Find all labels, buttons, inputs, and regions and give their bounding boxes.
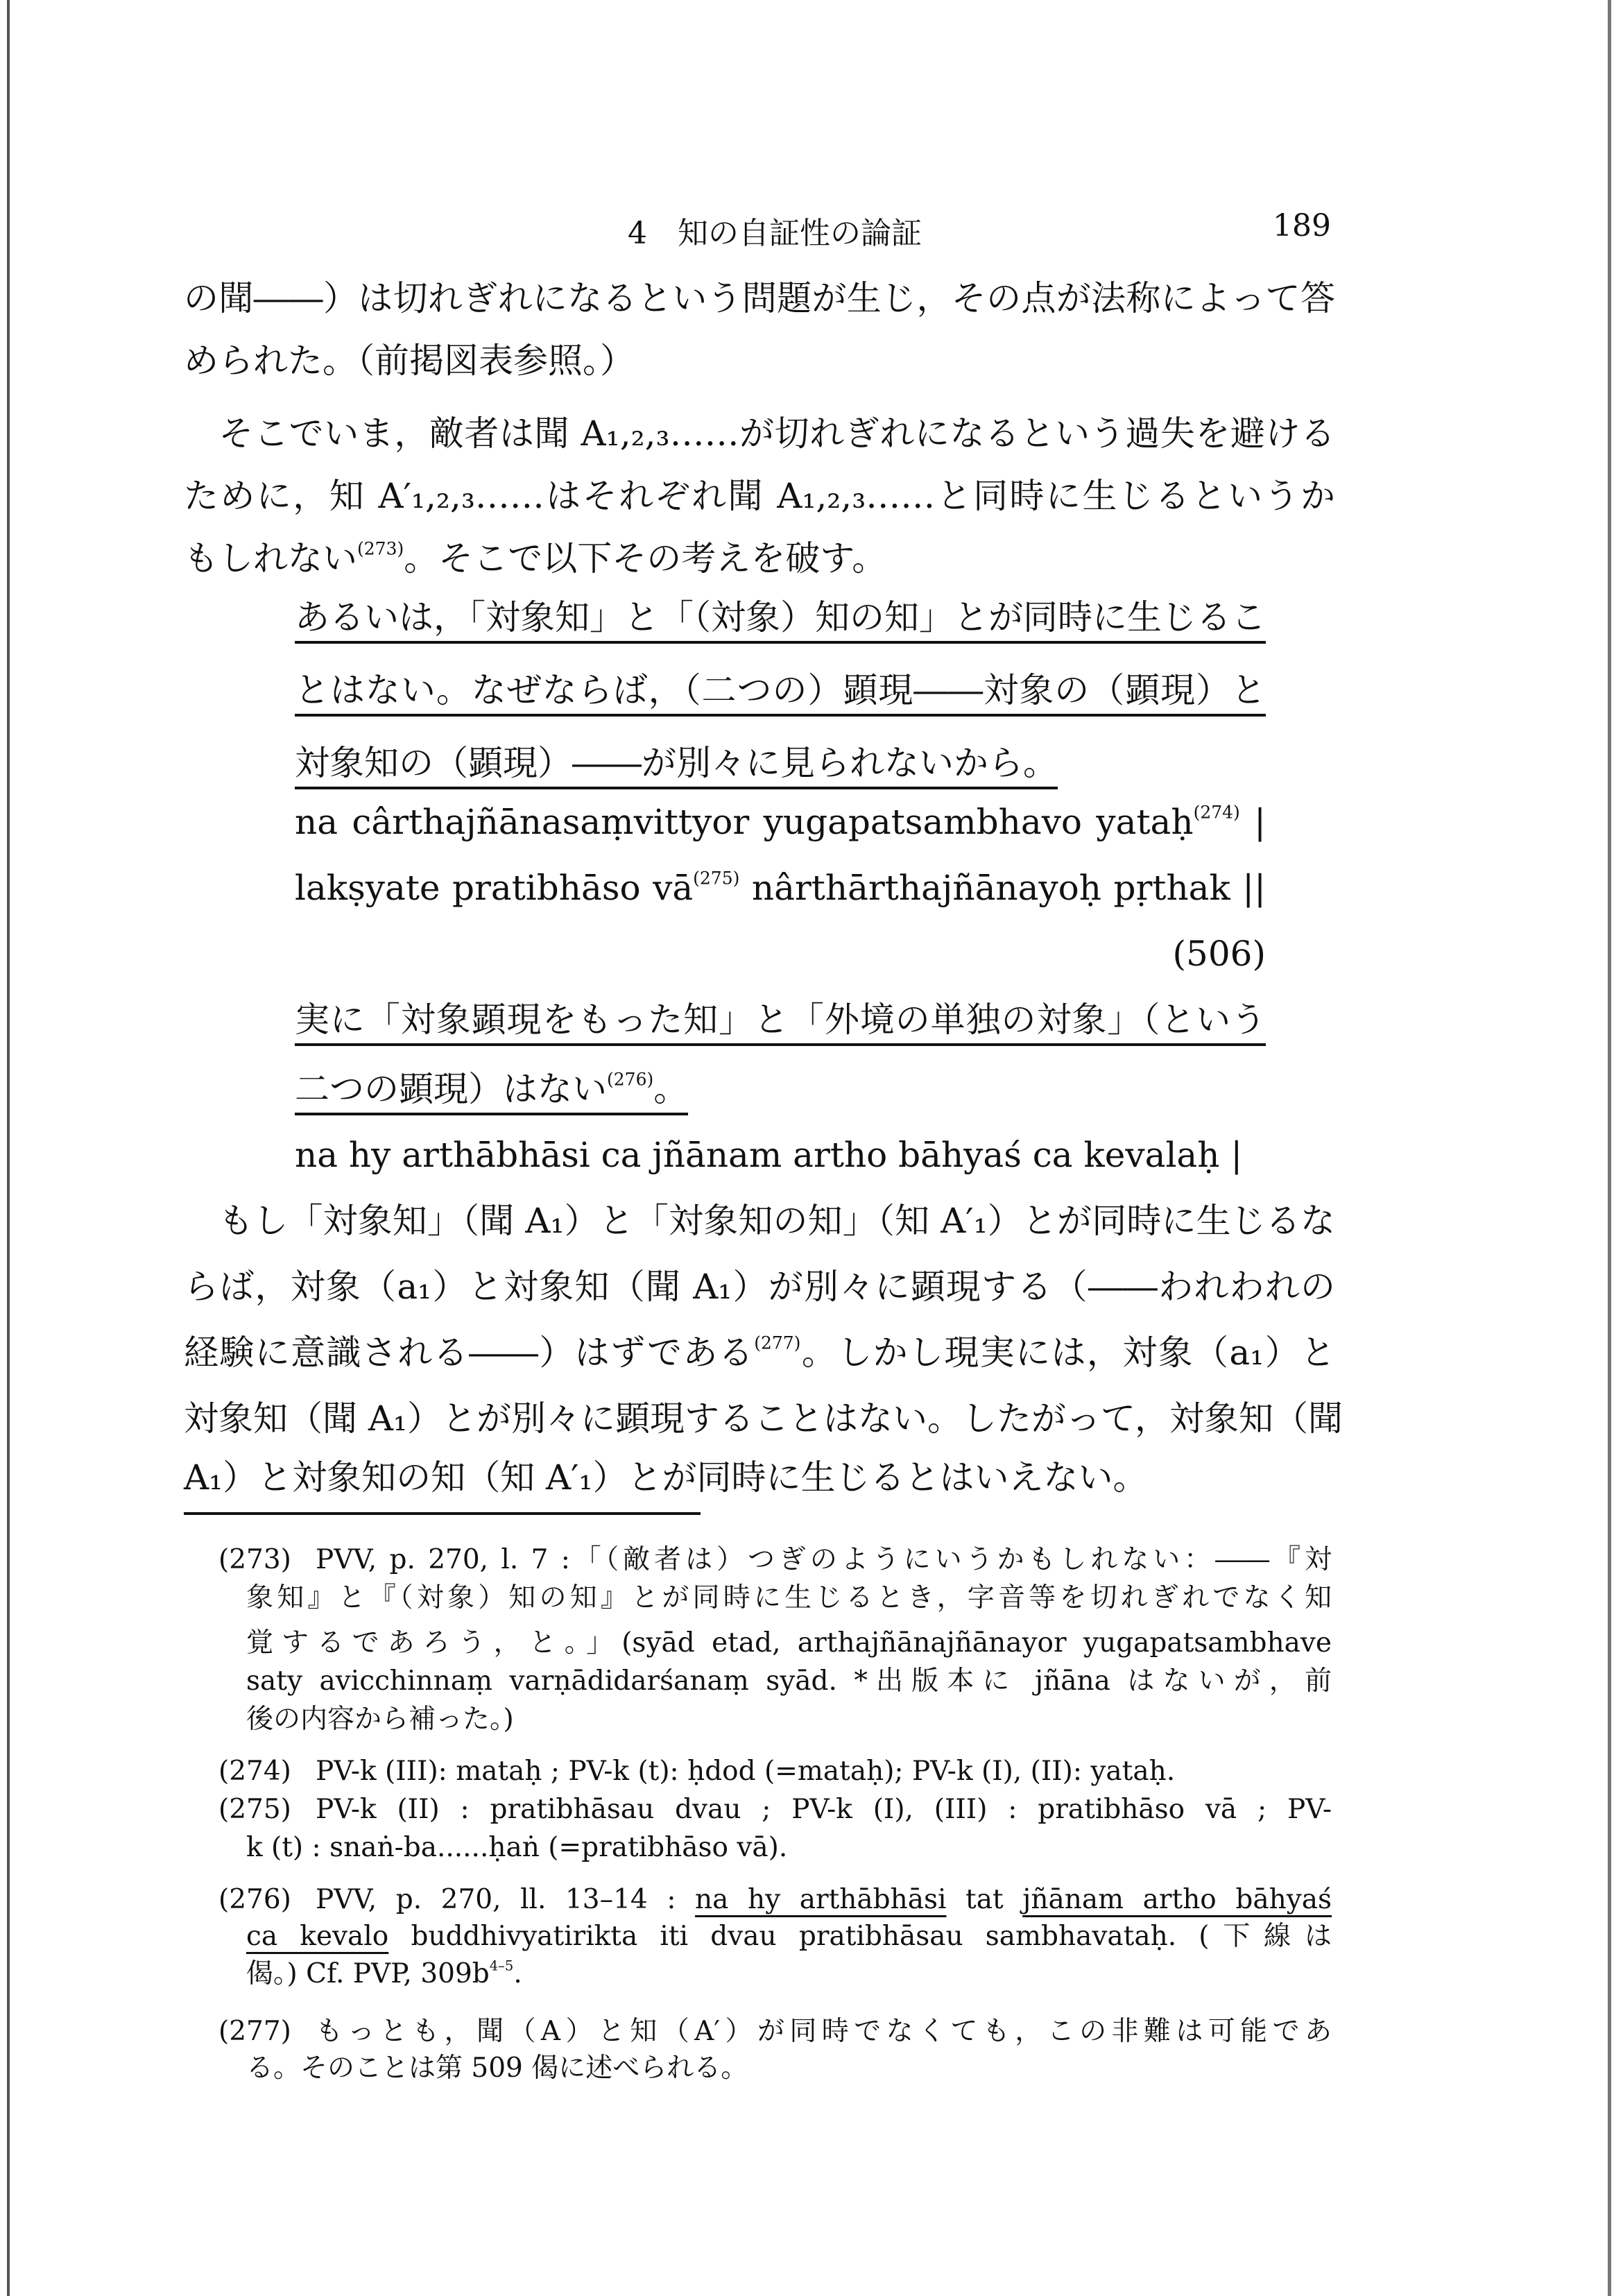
body-line: A₁）と対象知の知（知 A′₁）とが同時に生じるとはいえない。 [184, 1457, 1148, 1498]
footnote-number: (277) [218, 2016, 291, 2047]
footnote-line: saty avicchinnaṃ varṇādidarśanaṃ syād. *出版本に jñāna はないが，前 [246, 1665, 1332, 1697]
body-line: そこでいま，敵者は聞 A₁,₂,₃……が切れぎれになるという過失を避ける [184, 413, 1335, 454]
page-number: 189 [1273, 208, 1331, 243]
footnote-line: PVV, p. 270, ll. 13–14 : na hy arthābhāsi tat jñānam artho bāhyaś [316, 1884, 1332, 1915]
footnote-line: ca kevalo buddhivyatirikta iti dvau pratibhāsau sambhavataḥ. (下線は [246, 1921, 1332, 1952]
underlined-translation-line: とはない。なぜならば，（二つの）顕現――対象の（顕現）と [295, 669, 1266, 717]
underlined-translation-line: あるいは，「対象知」と「（対象）知の知」とが同時に生じるこ [295, 597, 1266, 644]
page-edge-right [1608, 0, 1611, 2296]
footnote-line: 偈。) Cf. PVP, $309b^{4-5}$. [246, 1957, 522, 1989]
body-line: らば，対象（a₁）と対象知（聞 A₁）が別々に顕現する（――われわれの [184, 1267, 1335, 1307]
body-line: もしれない$^{(273)}$。そこで以下その考えを破す。 [184, 538, 887, 579]
sanskrit-verse-line: na hy arthābhāsi ca jñānam artho bāhyaś ca kevalaḥ | [295, 1135, 1243, 1175]
verse-number: (506) [1172, 934, 1266, 974]
footnote-line: 後の内容から補った。) [246, 1704, 514, 1735]
footnote-line: k (t) : snaṅ-ba......ḥaṅ (=pratibhāso vā). [246, 1832, 788, 1863]
body-line: もし「対象知」（聞 A₁）と「対象知の知」（知 A′₁）とが同時に生じるな [184, 1201, 1335, 1241]
footnote-rule [184, 1512, 701, 1515]
page-binding-edge-left [7, 0, 10, 2296]
footnote-line: 象知』と『（対象）知の知』とが同時に生じるとき，字音等を切れぎれでなく知 [246, 1582, 1332, 1613]
footnote-number: (276) [218, 1884, 291, 1915]
footnote-line: もっとも，聞（A）と知（A′）が同時でなくても，この非難は可能であ [316, 2016, 1332, 2047]
underlined-translation-line: 二つの顕現）はない$^{(276)}$。 [295, 1068, 688, 1115]
footnote-number: (275) [218, 1794, 291, 1825]
footnote-line: PV-k (III): mataḥ ; PV-k (t): ḥdod (=mataḥ); PV-k (I), (II): yataḥ. [316, 1756, 1176, 1787]
sanskrit-verse-line: lakṣyate pratibhāso $vā^{(275)}$ nârthārthajñānayoḥ pṛthak || [295, 868, 1266, 908]
body-line: 対象知（聞 A₁）とが別々に顕現することはない。したがって，対象知（聞 [184, 1398, 1343, 1439]
footnote-reference: (276) [607, 1069, 654, 1090]
footnote-line: PVV, p. 270, l. 7 :「（敵者は）つぎのようにいうかもしれない：――『対 [316, 1544, 1332, 1575]
footnote-line: 覚するであろう，と。」(syād etad, arthajñānajñānayor yugapatsambhave [246, 1627, 1332, 1659]
footnote-reference: (275) [693, 868, 740, 889]
underlined-translation-line: 実に「対象顕現をもった知」と「外境の単独の対象」（という [295, 999, 1266, 1046]
body-line: められた。（前掲図表参照。） [184, 341, 635, 381]
footnote-number: (274) [218, 1756, 291, 1787]
body-line: ために，知 A′₁,₂,₃……はそれぞれ聞 A₁,₂,₃……と同時に生じるというか [184, 476, 1335, 516]
footnote-number: (273) [218, 1544, 291, 1575]
footnote-reference: (274) [1193, 802, 1240, 823]
footnote-line: PV-k (II) : pratibhāsau dvau ; PV-k (I), (III) : pratibhāso vā ; PV- [316, 1794, 1332, 1825]
underlined-text: ca kevalo [246, 1921, 389, 1952]
body-line: の聞――）は切れぎれになるという問題が生じ，その点が法称によって答 [184, 278, 1335, 318]
footnote-reference: 4–5 [489, 1957, 514, 1974]
body-line: 経験に意識される――）はずである$^{(277)}$。しかし現実には，対象（a₁）と [184, 1333, 1335, 1373]
sanskrit-verse-line: na cârthajñānasaṃvittyor yugapatsambhavo yataḥ$^{(274)}$ | [295, 802, 1266, 842]
underlined-text: jñānam artho bāhyaś [1022, 1884, 1332, 1915]
underlined-translation-line: 対象知の（顕現）――が別々に見られないから。 [295, 742, 1058, 789]
footnote-line: る。そのことは第 509 偈に述べられる。 [246, 2053, 748, 2084]
running-header: 4 知の自証性の論証 [628, 216, 922, 251]
underlined-text: na hy arthābhāsi [695, 1884, 947, 1915]
footnote-reference: (273) [357, 538, 404, 559]
footnote-reference: (277) [754, 1333, 801, 1353]
